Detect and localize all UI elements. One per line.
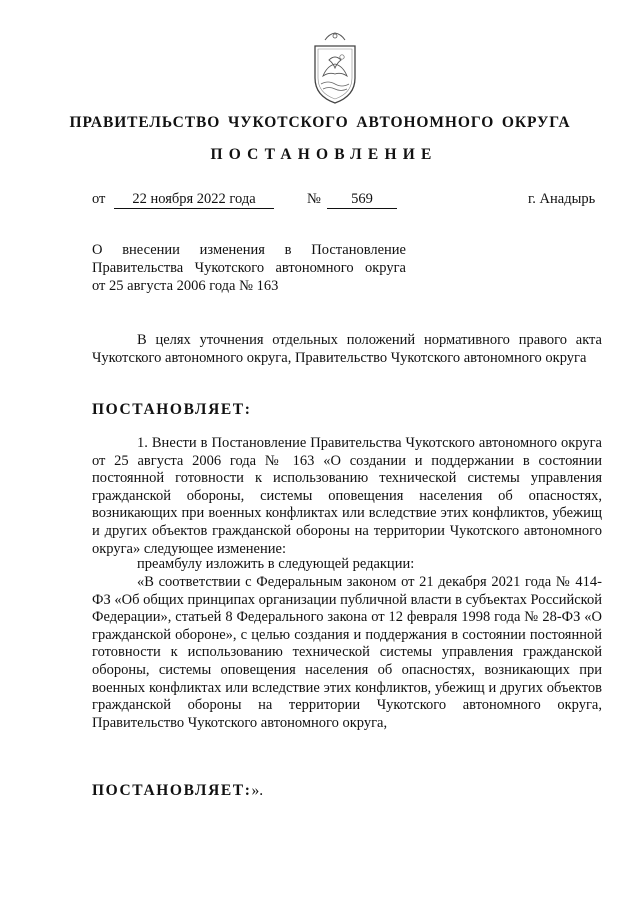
preamble-paragraph: В целях уточнения отдельных положений нормативного правого акта Чукотского автономного округа, Правительство Чукотского автономного округа <box>92 332 602 366</box>
closing-quote: ». <box>251 782 264 799</box>
date-field <box>114 190 274 209</box>
coat-of-arms-emblem <box>311 30 359 106</box>
number-value: 569 <box>327 190 397 209</box>
item-1-paragraph: 1. Внести в Постановление Правительства Чукотского автономного округа от 25 августа 2006 года № 163 «О создании и поддержании в состоянии постоянной готовности к использованию технической системы управления гражданской обороны, системы оповещения населения об опасностях, возникающих при военных конфликтах или вследствие этих конфликтов, убежищ и других объектов гражданской обороны на территории Чукотского автономного округа» следующее изменение: <box>92 435 602 557</box>
subject-line-3: от 25 августа 2006 года № 163 <box>92 278 279 294</box>
closing-resolves <box>92 782 263 800</box>
document-type-title: ПОСТАНОВЛЕНИЕ <box>210 146 438 163</box>
date-value: 22 ноября 2022 года <box>114 190 274 209</box>
subject-line-2: Правительства Чукотского автономного округа <box>92 260 406 276</box>
instruction-paragraph: преамбулу изложить в следующей редакции: <box>137 556 415 572</box>
city: г. Анадырь <box>528 191 596 207</box>
organization-title: ПРАВИТЕЛЬСТВО ЧУКОТСКОГО АВТОНОМНОГО ОКРУГА <box>69 114 571 131</box>
number-sign: № <box>307 191 321 207</box>
date-prefix: от <box>92 191 106 207</box>
subject-line-1: О внесении изменения в Постановление <box>92 242 406 258</box>
number-field <box>327 190 397 209</box>
closing-resolves-word: ПОСТАНОВЛЯЕТ: <box>92 782 252 799</box>
new-preamble-paragraph: «В соответствии с Федеральным законом от 21 декабря 2021 года № 414-ФЗ «Об общих принципах организации публичной власти в субъектах Российской Федерации», статьей 8 Федерального закона от 12 февраля 1998 года № 28-ФЗ «О гражданской обороне», с целью создания и поддержания в состоянии постоянной готовности к использованию технической системы управления гражданской обороны, системы оповещения населения об опасностях, возникающих при военных конфликтах или вследствие этих конфликтов, убежищ и других объектов гражданской обороны на территории Чукотского автономного округа, Правительство Чукотского автономного округа, <box>92 574 602 731</box>
document-subject <box>92 241 406 295</box>
resolves-heading: ПОСТАНОВЛЯЕТ: <box>92 401 252 418</box>
